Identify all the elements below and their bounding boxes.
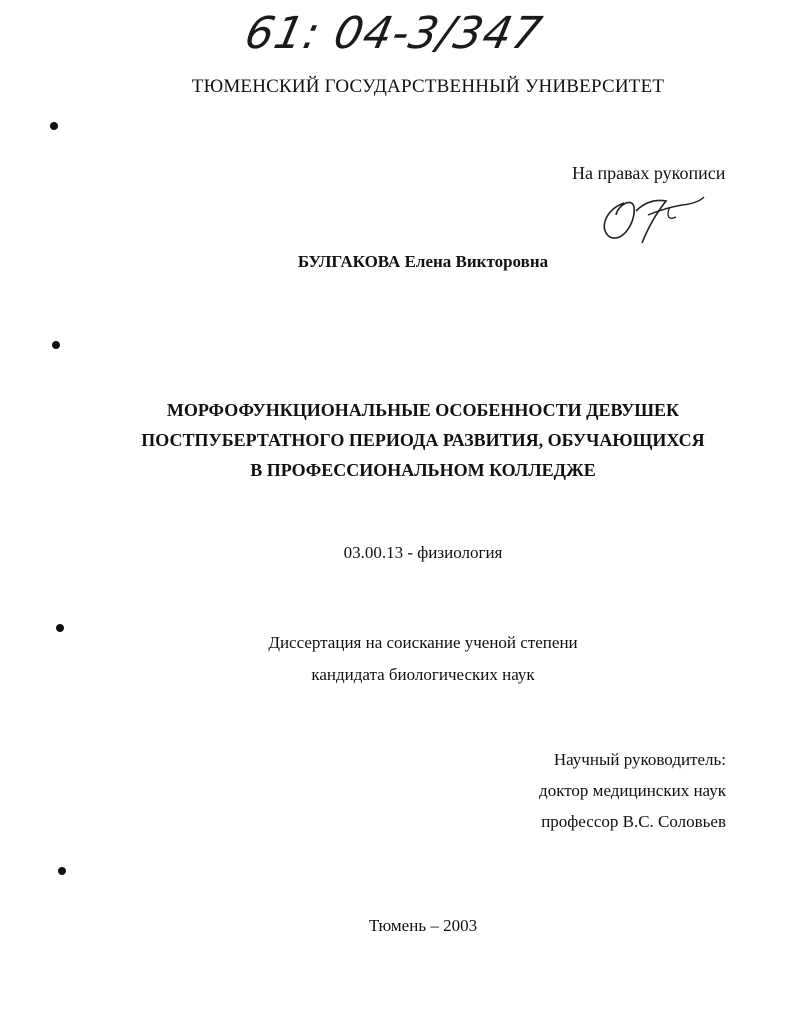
- punch-hole-mark: [58, 867, 66, 875]
- author-name: БУЛГАКОВА Елена Викторовна: [297, 252, 549, 271]
- supervisor-info: [539, 744, 726, 837]
- dissertation-title: [0, 395, 796, 485]
- degree-line: кандидата биологических наук: [311, 665, 535, 684]
- title-line: В ПРОФЕССИОНАЛЬНОМ КОЛЛЕДЖЕ: [250, 460, 596, 480]
- manuscript-rights-note: На правах рукописи: [572, 163, 726, 183]
- supervisor-line: Научный руководитель:: [553, 750, 726, 769]
- punch-hole-mark: [52, 341, 60, 349]
- punch-hole-mark: [56, 624, 64, 632]
- punch-hole-mark: [50, 122, 58, 130]
- degree-statement: [0, 627, 796, 691]
- title-line: ПОСТПУБЕРТАТНОГО ПЕРИОДА РАЗВИТИЯ, ОБУЧАЮЩИХСЯ: [141, 430, 705, 450]
- supervisor-line: доктор медицинских наук: [539, 781, 726, 800]
- specialty-code: 03.00.13 - физиология: [343, 543, 503, 562]
- title-line: МОРФОФУНКЦИОНАЛЬНЫЕ ОСОБЕННОСТИ ДЕВУШЕК: [166, 400, 680, 420]
- degree-line: Диссертация на соискание ученой степени: [268, 633, 578, 652]
- supervisor-line: профессор В.С. Соловьев: [541, 812, 726, 831]
- signature-icon: [596, 185, 706, 250]
- archive-code: 61: 04-3/347: [240, 8, 547, 59]
- university-name: ТЮМЕНСКИЙ ГОСУДАРСТВЕННЫЙ УНИВЕРСИТЕТ: [191, 76, 665, 97]
- city-year: Тюмень – 2003: [368, 916, 478, 935]
